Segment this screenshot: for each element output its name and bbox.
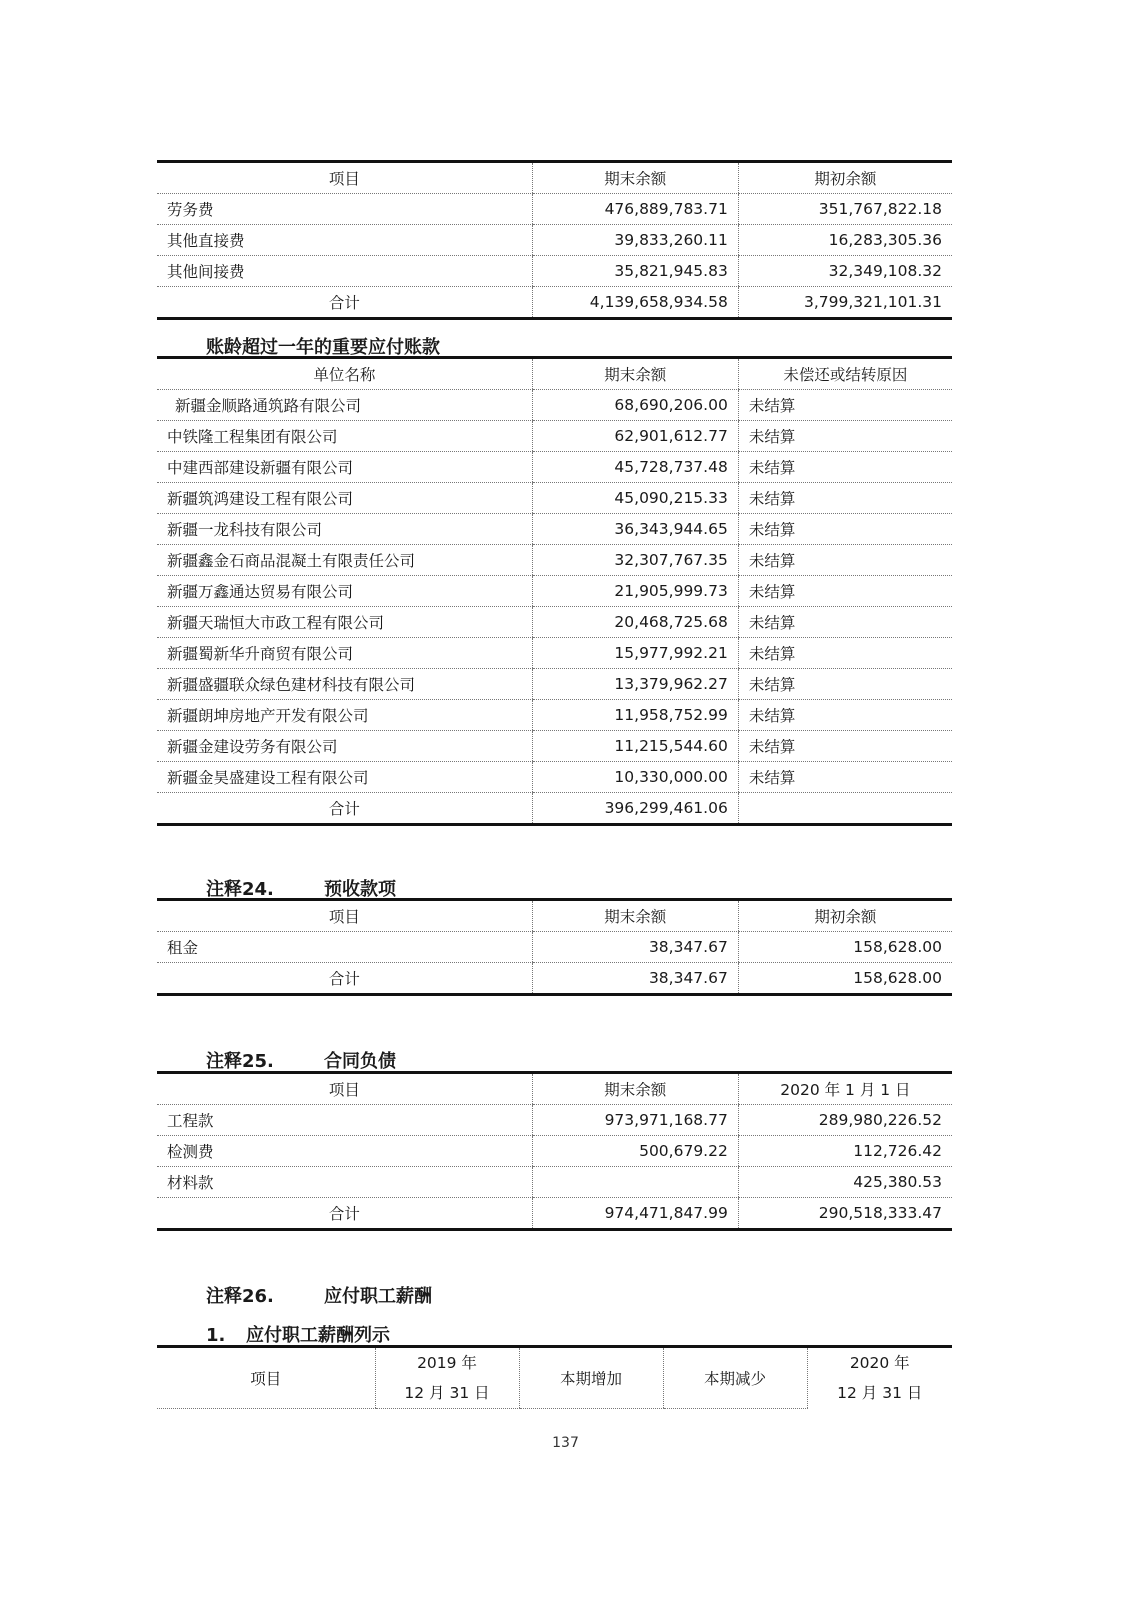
row-reason: 未结算 — [738, 638, 952, 669]
total-label: 合计 — [157, 963, 532, 995]
row-end — [532, 1167, 738, 1198]
table-row — [157, 700, 952, 731]
row-end: 11,958,752.99 — [532, 700, 738, 731]
table-row — [157, 390, 952, 421]
row-item: 其他直接费 — [157, 225, 532, 256]
total-label: 合计 — [157, 793, 532, 825]
row-reason: 未结算 — [738, 390, 952, 421]
table-header-row — [157, 162, 952, 194]
row-company: 新疆筑鸿建设工程有限公司 — [157, 483, 532, 514]
header-end-balance: 期末余额 — [532, 162, 738, 194]
header-end-balance: 期末余额 — [532, 358, 738, 390]
row-reason: 未结算 — [738, 731, 952, 762]
table-row — [157, 731, 952, 762]
row-reason: 未结算 — [738, 669, 952, 700]
header-2020-dec31 — [807, 1347, 952, 1409]
row-end: 45,090,215.33 — [532, 483, 738, 514]
row-reason: 未结算 — [738, 514, 952, 545]
aging-payables-table — [157, 356, 952, 826]
note25-heading — [206, 1047, 396, 1073]
row-item: 其他间接费 — [157, 256, 532, 287]
row-company: 新疆金顺路通筑路有限公司 — [157, 390, 532, 421]
table-row — [157, 225, 952, 256]
page-number: 137 — [552, 1435, 579, 1451]
row-end: 45,728,737.48 — [532, 452, 738, 483]
total-end: 974,471,847.99 — [532, 1198, 738, 1230]
header-reason: 未偿还或结转原因 — [738, 358, 952, 390]
header-decrease: 本期减少 — [663, 1347, 807, 1409]
row-item: 租金 — [157, 932, 532, 963]
total-row — [157, 287, 952, 319]
table-row — [157, 483, 952, 514]
header-end-balance: 期末余额 — [532, 1073, 738, 1105]
header-begin-date: 2020 年 1 月 1 日 — [738, 1073, 952, 1105]
total-begin: 158,628.00 — [738, 963, 952, 995]
row-item: 检测费 — [157, 1136, 532, 1167]
table-row — [157, 669, 952, 700]
row-reason: 未结算 — [738, 483, 952, 514]
total-end: 38,347.67 — [532, 963, 738, 995]
row-end: 500,679.22 — [532, 1136, 738, 1167]
row-end: 32,307,767.35 — [532, 545, 738, 576]
table-row — [157, 452, 952, 483]
note-number: 注释24. — [206, 879, 274, 900]
row-reason: 未结算 — [738, 607, 952, 638]
header-begin-balance: 期初余额 — [738, 900, 952, 932]
header-begin-balance: 期初余额 — [738, 162, 952, 194]
row-company: 新疆鑫金石商品混凝土有限责任公司 — [157, 545, 532, 576]
row-end: 13,379,962.27 — [532, 669, 738, 700]
total-end: 4,139,658,934.58 — [532, 287, 738, 319]
row-company: 新疆天瑞恒大市政工程有限公司 — [157, 607, 532, 638]
row-end: 20,468,725.68 — [532, 607, 738, 638]
total-reason — [738, 793, 952, 825]
row-end: 15,977,992.21 — [532, 638, 738, 669]
table-row — [157, 1167, 952, 1198]
header-item: 项目 — [157, 162, 532, 194]
row-end: 35,821,945.83 — [532, 256, 738, 287]
total-begin: 290,518,333.47 — [738, 1198, 952, 1230]
note-title: 应付职工薪酬 — [324, 1286, 432, 1307]
header-item: 项目 — [157, 900, 532, 932]
table-row — [157, 576, 952, 607]
note-title: 合同负债 — [324, 1051, 396, 1072]
table-row — [157, 1105, 952, 1136]
header-2020-date: 12 月 31 日 — [837, 1384, 923, 1403]
header-item: 项目 — [157, 1347, 375, 1409]
row-begin: 32,349,108.32 — [738, 256, 952, 287]
total-row — [157, 963, 952, 995]
row-end: 62,901,612.77 — [532, 421, 738, 452]
row-company: 中建西部建设新疆有限公司 — [157, 452, 532, 483]
row-company: 新疆金昊盛建设工程有限公司 — [157, 762, 532, 793]
total-label: 合计 — [157, 287, 532, 319]
header-company: 单位名称 — [157, 358, 532, 390]
header-end-balance: 期末余额 — [532, 900, 738, 932]
row-end: 476,889,783.71 — [532, 194, 738, 225]
note-title: 预收款项 — [324, 879, 396, 900]
table-row — [157, 194, 952, 225]
header-increase: 本期增加 — [519, 1347, 663, 1409]
table-header-row — [157, 1347, 952, 1409]
contract-liabilities-table — [157, 1071, 952, 1231]
row-company: 新疆金建设劳务有限公司 — [157, 731, 532, 762]
row-begin: 158,628.00 — [738, 932, 952, 963]
row-end: 68,690,206.00 — [532, 390, 738, 421]
header-2019-date: 12 月 31 日 — [404, 1384, 490, 1402]
row-item: 工程款 — [157, 1105, 532, 1136]
cost-table — [157, 160, 952, 320]
row-end: 10,330,000.00 — [532, 762, 738, 793]
advance-receipts-table — [157, 898, 952, 996]
row-reason: 未结算 — [738, 576, 952, 607]
row-end: 21,905,999.73 — [532, 576, 738, 607]
row-company: 新疆蜀新华升商贸有限公司 — [157, 638, 532, 669]
row-end: 11,215,544.60 — [532, 731, 738, 762]
row-reason: 未结算 — [738, 452, 952, 483]
total-begin: 3,799,321,101.31 — [738, 287, 952, 319]
table-row — [157, 545, 952, 576]
total-row — [157, 793, 952, 825]
row-company: 新疆一龙科技有限公司 — [157, 514, 532, 545]
table-row — [157, 638, 952, 669]
row-end: 973,971,168.77 — [532, 1105, 738, 1136]
row-company: 中铁隆工程集团有限公司 — [157, 421, 532, 452]
row-begin: 425,380.53 — [738, 1167, 952, 1198]
row-end: 38,347.67 — [532, 932, 738, 963]
table-row — [157, 932, 952, 963]
table-row — [157, 762, 952, 793]
row-item: 材料款 — [157, 1167, 532, 1198]
row-begin: 289,980,226.52 — [738, 1105, 952, 1136]
row-reason: 未结算 — [738, 421, 952, 452]
row-item: 劳务费 — [157, 194, 532, 225]
row-reason: 未结算 — [738, 700, 952, 731]
table-header-row — [157, 900, 952, 932]
row-begin: 351,767,822.18 — [738, 194, 952, 225]
note-number: 注释26. — [206, 1286, 274, 1307]
table-row — [157, 256, 952, 287]
total-row — [157, 1198, 952, 1230]
row-company: 新疆盛疆联众绿色建材科技有限公司 — [157, 669, 532, 700]
table-header-row — [157, 1073, 952, 1105]
header-item: 项目 — [157, 1073, 532, 1105]
subsection-number: 1. — [206, 1325, 226, 1346]
table-row — [157, 421, 952, 452]
total-label: 合计 — [157, 1198, 532, 1230]
row-reason: 未结算 — [738, 762, 952, 793]
section-title: 账龄超过一年的重要应付账款 — [206, 337, 440, 358]
header-2020-year: 2020 年 — [849, 1354, 910, 1373]
row-end: 36,343,944.65 — [532, 514, 738, 545]
header-2019-year: 2019 年 — [417, 1354, 477, 1372]
row-begin: 16,283,305.36 — [738, 225, 952, 256]
table-row — [157, 607, 952, 638]
note26-subheading — [206, 1321, 390, 1347]
row-company: 新疆万鑫通达贸易有限公司 — [157, 576, 532, 607]
table-row — [157, 514, 952, 545]
row-begin: 112,726.42 — [738, 1136, 952, 1167]
payroll-table — [157, 1345, 952, 1409]
row-company: 新疆朗坤房地产开发有限公司 — [157, 700, 532, 731]
subsection-title: 应付职工薪酬列示 — [246, 1325, 390, 1346]
table-row — [157, 1136, 952, 1167]
total-end: 396,299,461.06 — [532, 793, 738, 825]
row-reason: 未结算 — [738, 545, 952, 576]
row-end: 39,833,260.11 — [532, 225, 738, 256]
table-header-row — [157, 358, 952, 390]
note26-heading — [206, 1282, 432, 1308]
header-2019-dec31 — [375, 1347, 519, 1409]
note-number: 注释25. — [206, 1051, 274, 1072]
